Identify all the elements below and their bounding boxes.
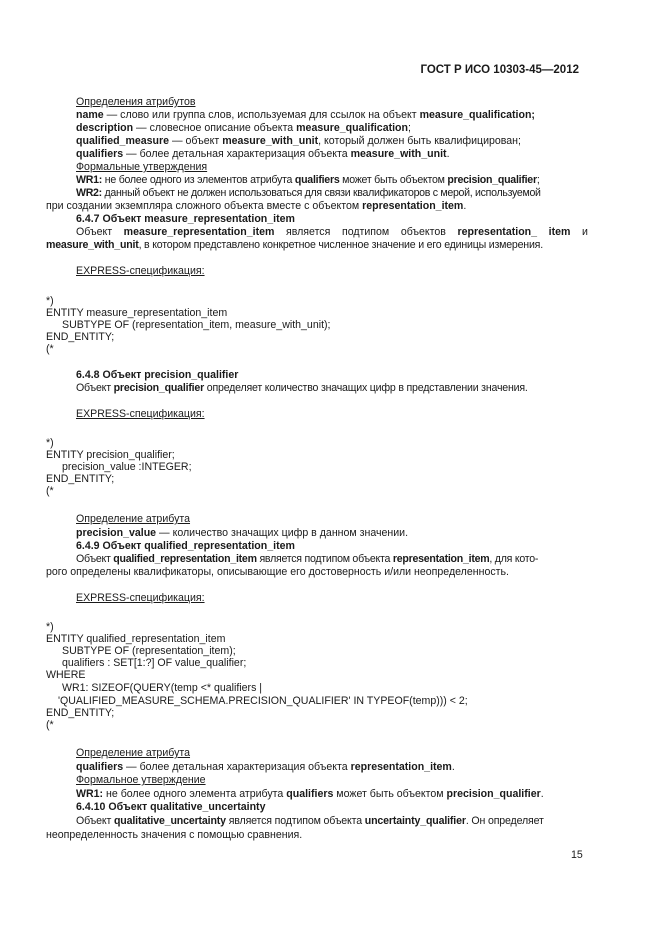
code-line: WR1: SIZEOF(QUERY(temp <* qualifiers | bbox=[62, 682, 263, 694]
code-line: ENTITY qualified_representation_item bbox=[46, 633, 226, 645]
section-6-4-7-paragraph-cont: measure_with_unit, в котором представлено конкретное численное значение и его единицы измерения. bbox=[46, 239, 543, 251]
attribute-title: Определение атрибута bbox=[76, 513, 191, 525]
formal-propositions-title: Формальные утверждения bbox=[76, 161, 208, 173]
wr2-rule: WR2: данный объект не должен использоваться для связи квалификаторов с мерой, используемой bbox=[76, 187, 541, 199]
code-line: *) bbox=[46, 295, 54, 307]
code-line: precision_value :INTEGER; bbox=[62, 461, 192, 473]
code-line: (* bbox=[46, 343, 54, 355]
code-line: ENTITY precision_qualifier; bbox=[46, 449, 175, 461]
express-spec-title: EXPRESS-спецификация: bbox=[76, 265, 205, 277]
code-line: (* bbox=[46, 719, 54, 731]
attributes-title: Определения атрибутов bbox=[76, 96, 196, 108]
attribute-title: Определение атрибута bbox=[76, 747, 191, 759]
section-6-4-10-heading: 6.4.10 Объект qualitative_uncertainty bbox=[76, 801, 266, 813]
code-line: ENTITY measure_representation_item bbox=[46, 307, 228, 319]
code-line: SUBTYPE OF (representation_item); bbox=[62, 645, 236, 657]
section-6-4-9-paragraph: Объект qualified_representation_item является подтипом объекта representation_item, для кото- bbox=[76, 553, 539, 565]
wr2-rule-continuation: при создании экземпляра сложного объекта вместе с объектом representation_item. bbox=[46, 200, 467, 212]
code-line: (* bbox=[46, 485, 54, 497]
attr-qualifiers-definition: qualifiers — более детальная характеризация объекта representation_item. bbox=[76, 761, 455, 773]
section-6-4-10-paragraph-cont: неопределенность значения с помощью сравнения. bbox=[46, 829, 303, 841]
code-line: qualifiers : SET[1:?] OF value_qualifier; bbox=[62, 657, 247, 669]
document-header: ГОСТ Р ИСО 10303-45—2012 bbox=[420, 64, 579, 76]
attr-qualifiers-definition: qualifiers — более детальная характеризация объекта measure_with_unit. bbox=[76, 148, 450, 160]
code-line: END_ENTITY; bbox=[46, 707, 115, 719]
code-line: *) bbox=[46, 437, 54, 449]
wr1-rule: WR1: не более одного элемента атрибута qualifiers может быть объектом precision_qualifier. bbox=[76, 788, 544, 800]
section-6-4-8-heading: 6.4.8 Объект precision_qualifier bbox=[76, 369, 239, 381]
express-spec-title: EXPRESS-спецификация: bbox=[76, 408, 205, 420]
code-line: *) bbox=[46, 621, 54, 633]
section-6-4-7-heading: 6.4.7 Объект measure_representation_item bbox=[76, 213, 295, 225]
attr-description-definition: description — словесное описание объекта measure_qualification; bbox=[76, 122, 411, 134]
formal-proposition-title: Формальное утверждение bbox=[76, 774, 206, 786]
express-spec-title: EXPRESS-спецификация: bbox=[76, 592, 205, 604]
code-line: END_ENTITY; bbox=[46, 331, 115, 343]
code-line: END_ENTITY; bbox=[46, 473, 115, 485]
page-number: 15 bbox=[571, 849, 583, 861]
section-6-4-10-paragraph: Объект qualitative_uncertainty является подтипом объекта uncertainty_qualifier. Он определяет bbox=[76, 815, 544, 827]
section-6-4-7-paragraph: Объект measure_representation_item является подтипом объектов representation_ item и bbox=[76, 226, 588, 238]
section-6-4-9-paragraph-cont: рого определены квалификаторы, описывающие его достоверность и/или неопределенность. bbox=[46, 566, 509, 578]
code-line: SUBTYPE OF (representation_item, measure_with_unit); bbox=[62, 319, 331, 331]
wr1-rule: WR1: не более одного из элементов атрибута qualifiers может быть объектом precision_qualifier; bbox=[76, 174, 540, 186]
section-6-4-9-heading: 6.4.9 Объект qualified_representation_item bbox=[76, 540, 295, 552]
attr-name-definition: name — слово или группа слов, используемая для ссылок на объект measure_qualification; bbox=[76, 109, 535, 121]
section-6-4-8-paragraph: Объект precision_qualifier определяет количество значащих цифр в представлении значения. bbox=[76, 382, 528, 394]
attr-precision-value-definition: precision_value — количество значащих цифр в данном значении. bbox=[76, 527, 409, 539]
code-line: WHERE bbox=[46, 669, 86, 681]
attr-qualified-measure-definition: qualified_measure — объект measure_with_unit, который должен быть квалифицирован; bbox=[76, 135, 521, 147]
code-line: 'QUALIFIED_MEASURE_SCHEMA.PRECISION_QUALIFIER' IN TYPEOF(temp))) < 2; bbox=[58, 695, 468, 707]
